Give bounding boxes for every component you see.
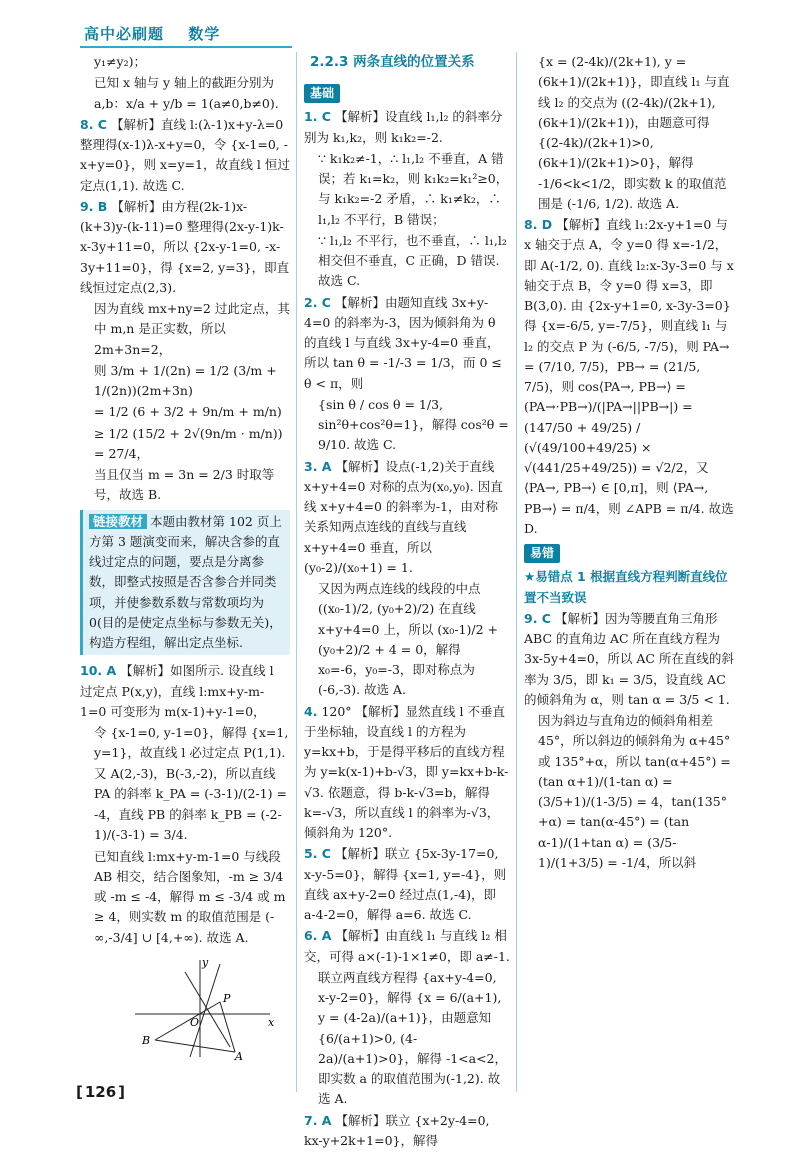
solution-body: 【解析】直线 l:(λ-1)x+y-λ=0 整理得(x-1)λ-x+y=0，令 {x-1=0, -x+y=0}，则 x=y=1，故直线 l 恒过定点(1,1). 故选 C. <box>80 116 290 193</box>
solution-text <box>524 711 736 873</box>
column-middle <box>304 52 510 1152</box>
error-point-heading: ★易错点 1 根据直线方程判断直线位置不当致误 <box>524 569 728 605</box>
solution-body: 【解析】直线 l₁:2x-y+1=0 与 x 轴交于点 A，令 y=0 得 x=-1/2，即 A(-1/2, 0). 直线 l₂:x-3y-3=0 与 x 轴交于点 B，令 y=0 得 x=3，即 B(3,0). 由 {2x-y+1=0, x-3y-3=0} 得 {x=-6/5, y=-7/5}，则直线 l₁ 与 l₂ 的交点 P 为 (-6/5, -7/5)，则 PA→ = (7/10, 7/5)，PB→ = (21/5, 7/5)，则 cos⟨PA→, PB→⟩ = (PA→·PB→)/(|PA→||PB→|) = (147/50 + 49/25) / (√(49/100+49/25) × √(441/25+49/25)) = √2/2，又 ⟨PA→, PB→⟩ ∈ [0,π]，则 ⟨PA→, PB→⟩ = π/4，则 ∠APB = π/4. 故选 D. <box>524 217 734 536</box>
question-number: 7. A <box>304 1112 332 1128</box>
solution-item <box>304 702 510 844</box>
solution-body: = 1/2 (6 + 3/2 + 9n/m + m/n) <box>94 404 282 420</box>
section-tag-wrap <box>524 540 736 567</box>
solution-body: 【解析】设直线 l₁,l₂ 的斜率分别为 k₁,k₂，则 k₁k₂=-2. <box>304 109 503 145</box>
solution-item <box>304 107 510 148</box>
question-number: 2. C <box>304 294 331 310</box>
section-tag: 基础 <box>304 84 340 103</box>
solution-body: 【解析】由方程(2k-1)x-(k+3)y-(k-11)=0 整理得(2x-y-1)k-x-3y+11=0，所以 {2x-y-1=0, -x-3y+11=0}，得 {x=2, y=3}，即直线恒过定点(2,3). <box>80 198 290 295</box>
solution-body: 当且仅当 m = 3n = 2/3 时取等号，故选 B. <box>94 467 275 503</box>
solution-text <box>80 402 290 422</box>
header-rule <box>80 46 292 48</box>
solution-body: 因为斜边与直角边的倾斜角相差 45°，所以斜边的倾斜角为 α+45° 或 135°+α，所以 tan(α+45°) = (tan α+1)/(1-tan α) = (3/5+1)/(1-3/5) = 4，tan(135°+α) = tan(α-45°) = (tan α-1)/(1+tan α) = (3/5-1)/(1+3/5) = -1/4，所以斜 <box>538 713 731 870</box>
solution-item <box>524 609 736 710</box>
solution-text <box>304 579 510 701</box>
solution-text <box>80 805 290 846</box>
solution-item <box>304 457 510 579</box>
solution-item <box>80 115 290 196</box>
solution-body: 又因为两点连线的线段的中点 ((x₀-1)/2, (y₀+2)/2) 在直线 x+y+4=0 上，所以 (x₀-1)/2 + (y₀+2)/2 + 4 = 0，解得 x₀=-6，y₀=-3，即对称点为(-6,-3). 故选 A. <box>318 581 498 698</box>
solution-body: {sin θ / cos θ = 1/3, sin²θ+cos²θ=1}，解得 cos²θ = 9/10. 故选 C. <box>318 396 509 453</box>
question-number: 8. C <box>80 116 107 132</box>
textbook-link-label: 链接教材 <box>89 514 147 529</box>
solution-text <box>304 231 510 292</box>
subject-title: 数学 <box>188 25 221 43</box>
segment-pa <box>220 1002 235 1052</box>
solution-item <box>524 215 736 539</box>
solution-body: 因为直线 mx+ny=2 过此定点，其中 m,n 是正实数，所以 2m+3n=2， <box>94 301 290 357</box>
question-number: 9. B <box>80 198 108 214</box>
solution-body: 【解析】联立 {x+2y-4=0, kx-y+2k+1=0}，解得 <box>304 1112 490 1148</box>
solution-text <box>80 847 290 948</box>
solution-text <box>80 723 290 804</box>
solution-item <box>304 1111 510 1152</box>
coordinate-figure <box>130 952 280 1062</box>
textbook-link-box <box>80 510 290 656</box>
book-title: 高中必刷题 <box>84 25 165 43</box>
question-number: 8. D <box>524 217 553 232</box>
section-tag: 易错 <box>524 544 560 563</box>
solution-body: 【解析】由直线 l₁ 与直线 l₂ 相交，可得 a×(-1)-1×1≠0，即 a≠-1. <box>304 928 510 964</box>
column-divider <box>516 52 517 1092</box>
textbook-link-text: 本题由教材第 102 页上方第 3 题演变而来，解决含参的直线过定点的问题，要点是分离参数，即整式按照是否含参合并同类项，并使参数系数与常数项均为 0(目的是使定点坐标与参数无关)，构造方程组，解出定点坐标. <box>89 513 282 650</box>
solution-text <box>80 361 290 402</box>
page-number: [ 126 ] <box>76 1080 125 1104</box>
solution-body: 【解析】设点(-1,2)关于直线 x+y+4=0 对称的点为(x₀,y₀). 因直线 x+y+4=0 的斜率为-1，由对称关系知两点连线的直线与直线 x+y+4=0 垂直，所以 (y₀-2)/(x₀+1) = 1. <box>304 458 503 575</box>
solution-item <box>304 926 510 967</box>
solution-body: ∵ k₁k₂≠-1，∴ l₁,l₂ 不垂直，A 错误；若 k₁=k₂，则 k₁k₂=k₁²≥0，与 k₁k₂=-2 矛盾，∴ k₁≠k₂，∴ l₁,l₂ 不平行，B 错误； <box>318 150 509 227</box>
column-right <box>524 52 736 874</box>
question-number: 10. A <box>80 663 117 679</box>
page-header <box>84 22 220 46</box>
solution-body: 联立两直线方程得 {ax+y-4=0, x-y-2=0}，解得 {x = 6/(a+1), y = (4-2a)/(a+1)}，由题意知 {6/(a+1)>0, (4-2a)/(a+1)>0}，解得 -1<a<2，即实数 a 的取值范围为(-1,2). 故选 A. <box>318 969 508 1107</box>
segment-pb <box>155 1002 220 1040</box>
solution-body: 则 3/m + 1/(2n) = 1/2 (3/m + 1/(2n))(2m+3n) <box>94 362 277 398</box>
solution-body: 【解析】由题知直线 3x+y-4=0 的斜率为-3，因为倾斜角为 θ 的直线 l 与直线 3x+y-4=0 垂直，所以 tan θ = -1/-3 = 1/3，而 0 ≤ θ < π，则 <box>304 294 502 391</box>
question-number: 1. C <box>304 109 331 125</box>
line-l-a <box>185 972 230 1047</box>
solution-text <box>524 52 736 214</box>
column-divider <box>296 52 297 1092</box>
solution-body: 令 {x-1=0, y-1=0}，解得 {x=1, y=1}，故直线 l 必过定点 P(1,1). 又 A(2,-3)，B(-3,-2)，所以直线 PA 的斜率 k_PA = (-3-1)/(2-1) = <box>94 725 289 801</box>
solution-body: 【解析】联立 {5x-3y-17=0, x-y-5=0}，解得 {x=1, y=-4}，则直线 ax+y-2=0 经过点(1,-4)，即 a-4-2=0，解得 a=6. 故选 C. <box>304 846 507 923</box>
solution-body: ≥ 1/2 (15/2 + 2√(9n/m · m/n)) = 27/4， <box>94 425 283 461</box>
question-number: 4. <box>304 703 318 719</box>
solution-text <box>304 395 510 456</box>
question-number: 5. C <box>304 846 331 862</box>
solution-body: -4，直线 PB 的斜率 k_PB = (-2-1)/(-3-1) = 3/4. <box>94 807 282 843</box>
solution-text <box>304 968 510 1110</box>
figure-label-y: y <box>202 955 209 969</box>
line-l-b <box>190 964 220 1057</box>
solution-text <box>80 465 290 506</box>
solution-body: ∵ l₁,l₂ 不平行，也不垂直，∴ l₁,l₂ 相交但不垂直，C 正确，D 错误. 故选 C. <box>318 232 507 289</box>
solution-body: y₁≠y₂)； <box>94 54 146 69</box>
column-left <box>80 52 290 1062</box>
solution-body: 已知 x 轴与 y 轴上的截距分别为 a,b：x/a + y/b = 1(a≠0,b≠0). <box>94 75 279 111</box>
figure-label-p: P <box>223 991 231 1005</box>
solution-text <box>80 52 290 72</box>
solution-text <box>80 299 290 360</box>
figure-label-b: B <box>142 1033 151 1047</box>
solution-text <box>304 149 510 230</box>
figure-label-a: A <box>235 1049 243 1062</box>
question-number: 6. A <box>304 928 332 944</box>
figure-label-o: O <box>190 1015 200 1029</box>
section-tag-wrap <box>304 80 510 107</box>
figure-label-x: x <box>268 1015 275 1029</box>
solution-item <box>304 293 510 394</box>
solution-item <box>80 661 290 722</box>
section-title: 2.2.3 两条直线的位置关系 <box>310 54 475 70</box>
solution-item <box>80 197 290 298</box>
solution-text <box>80 73 290 114</box>
question-number: 3. A <box>304 458 332 474</box>
solution-item <box>304 844 510 925</box>
solution-body: 120° 【解析】显然直线 l 不垂直于坐标轴，设直线 l 的方程为 y=kx+b，于是得平移后的直线方程为 y=k(x-1)+b-√3，即 y=kx+b-k-√3. 依题意，得 b-k-√3=b，解得 k=-√3，所以直线 l 的斜率为-√3，倾斜角为 120°. <box>304 703 509 841</box>
solution-body: 【解析】因为等腰直角三角形 ABC 的直角边 AC 所在直线方程为 3x-5y+4=0，所以 AC 所在直线的斜率为 3/5，即 k₁ = 3/5，设直线 AC 的倾斜角为 α，则 tan α = 3/5 < 1. <box>524 610 734 707</box>
solution-body: 已知直线 l:mx+y-m-1=0 与线段 AB 相交，结合图象知，-m ≥ 3/4 或 -m ≤ -4，解得 m ≤ -3/4 或 m ≥ 4，则实数 m 的取值范围是 (-∞,-3/4] ∪ [4,+∞). 故选 A. <box>94 848 286 945</box>
solution-body: 【解析】如图所示. 设直线 l 过定点 P(x,y)，直线 l:mx+y-m-1=0 可变形为 m(x-1)+y-1=0， <box>80 663 274 719</box>
question-number: 9. C <box>524 610 551 626</box>
solution-text <box>80 424 290 465</box>
solution-body: {x = (2-4k)/(2k+1), y = (6k+1)/(2k+1)}，即直线 l₁ 与直线 l₂ 的交点为 ((2-4k)/(2k+1), (6k+1)/(2k+1))，由题意可得 {(2-4k)/(2k+1)>0, (6k+1)/(2k+1)>0}，解得 -1/6<k<1/2，即实数 k 的取值范围是 (-1/6, 1/2). 故选 A. <box>538 54 730 211</box>
